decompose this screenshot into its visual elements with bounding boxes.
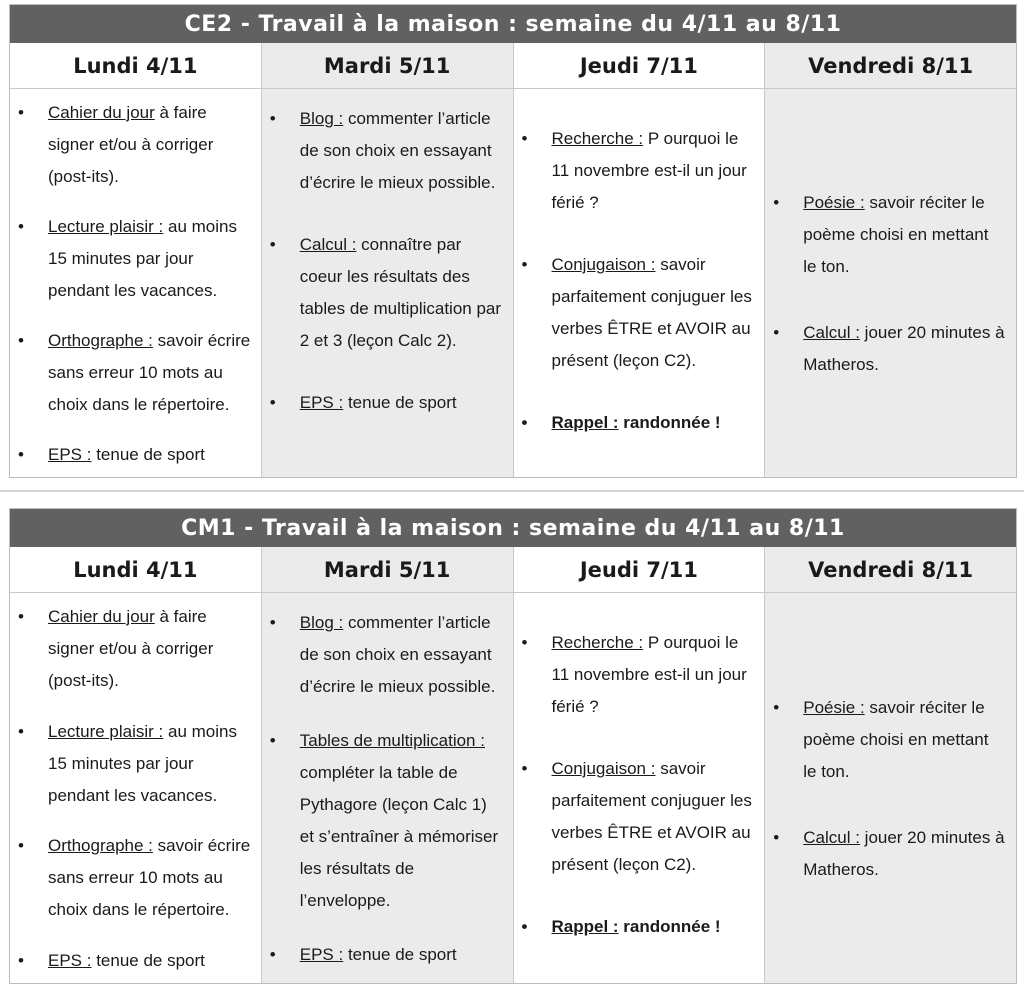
cm1-day-vendredi: Vendredi 8/11 — [765, 547, 1016, 593]
item-keyword: Recherche : — [551, 633, 644, 652]
list-item — [522, 753, 755, 881]
cm1-col-vendredi — [765, 547, 1016, 983]
bullet-icon: • — [269, 235, 276, 254]
bullet-icon: • — [521, 413, 528, 432]
cm1-homework-table — [9, 508, 1017, 984]
list-item — [522, 123, 755, 219]
bullet-icon: • — [521, 917, 528, 936]
list-item — [522, 627, 755, 723]
ce2-homework-table — [9, 4, 1017, 478]
cm1-col-mardi — [262, 547, 514, 983]
cm1-cell-lundi — [10, 593, 261, 983]
list-item — [773, 317, 1006, 381]
item-text: compléter la table de Pythagore (leçon Calc 1) et s’entraîner à mémoriser les résultats de l’enveloppe. — [299, 763, 499, 910]
item-text: tenue de sport — [91, 445, 205, 464]
ce2-day-vendredi: Vendredi 8/11 — [765, 43, 1016, 89]
section-divider — [0, 490, 1024, 492]
bullet-icon: • — [521, 129, 528, 148]
ce2-title: CE2 - Travail à la maison : semaine du 4/11 au 8/11 — [10, 5, 1016, 43]
item-keyword: Poésie : — [803, 698, 865, 717]
item-text: randonnée ! — [618, 413, 721, 432]
bullet-icon: • — [18, 445, 24, 464]
list-item — [522, 249, 755, 377]
bullet-icon: • — [269, 109, 276, 128]
item-text: savoir parfaitement conjuguer les verbes ÊTRE et AVOIR au présent (leçon C2). — [551, 759, 752, 874]
ce2-day-jeudi: Jeudi 7/11 — [514, 43, 765, 89]
ce2-day-lundi: Lundi 4/11 — [10, 43, 261, 89]
item-keyword: Lecture plaisir : — [48, 217, 164, 236]
bullet-icon: • — [18, 721, 24, 741]
ce2-week-grid — [10, 43, 1016, 477]
cm1-day-jeudi: Jeudi 7/11 — [514, 547, 765, 593]
list-item — [18, 97, 251, 193]
bullet-icon: • — [18, 331, 24, 350]
bullet-icon: • — [521, 255, 528, 274]
item-keyword: EPS : — [299, 393, 344, 412]
item-keyword: Calcul : — [803, 323, 860, 342]
cm1-col-jeudi — [514, 547, 766, 983]
item-keyword: Conjugaison : — [551, 255, 656, 274]
item-text: randonnée ! — [618, 917, 721, 936]
item-keyword: Rappel : — [551, 413, 619, 432]
item-text: commenter l’article de son choix en essayant d’écrire le mieux possible. — [299, 109, 496, 192]
list-item — [270, 387, 503, 419]
list-item — [773, 822, 1006, 886]
item-keyword: EPS : — [299, 945, 344, 964]
item-text: savoir écrire sans erreur 10 mots au choix dans le répertoire. — [48, 836, 251, 920]
item-keyword: Blog : — [299, 613, 344, 632]
item-keyword: Rappel : — [551, 917, 619, 936]
list-item — [18, 830, 251, 926]
bullet-icon: • — [18, 217, 24, 236]
bullet-icon: • — [521, 759, 528, 778]
item-keyword: Orthographe : — [48, 331, 153, 350]
bullet-icon: • — [269, 731, 276, 750]
bullet-icon: • — [269, 945, 276, 964]
bullet-icon: • — [18, 103, 24, 122]
list-item — [18, 945, 251, 977]
cm1-title: CM1 - Travail à la maison : semaine du 4/11 au 8/11 — [10, 509, 1016, 547]
list-item — [522, 911, 755, 943]
ce2-day-mardi: Mardi 5/11 — [262, 43, 513, 89]
bullet-icon: • — [18, 836, 24, 856]
cm1-cell-jeudi — [514, 593, 765, 983]
list-item — [773, 187, 1006, 283]
bullet-icon: • — [269, 613, 276, 632]
item-text: P ourquoi le 11 novembre est-il un jour férié ? — [551, 633, 747, 716]
bullet-icon: • — [773, 828, 780, 847]
list-item — [18, 439, 251, 471]
list-item — [18, 325, 251, 421]
list-item — [18, 716, 251, 812]
item-text: jouer 20 minutes à Matheros. — [803, 828, 1005, 879]
item-text: P ourquoi le 11 novembre est-il un jour férié ? — [551, 129, 747, 212]
item-text: connaître par coeur les résultats des tables de multiplication par 2 et 3 (leçon Calc 2). — [299, 235, 502, 350]
ce2-cell-jeudi — [514, 89, 765, 477]
cm1-cell-mardi — [262, 593, 513, 983]
bullet-icon: • — [18, 607, 24, 626]
item-keyword: Blog : — [299, 109, 344, 128]
bullet-icon: • — [773, 698, 780, 717]
bullet-icon: • — [773, 323, 780, 342]
list-item — [522, 407, 755, 439]
item-text: tenue de sport — [91, 950, 205, 970]
item-text: commenter l’article de son choix en essayant d’écrire le mieux possible. — [299, 613, 496, 696]
item-text: tenue de sport — [343, 945, 457, 964]
item-keyword: Recherche : — [551, 129, 644, 148]
item-keyword: Tables de multiplication : — [299, 731, 485, 750]
ce2-col-lundi — [10, 43, 262, 477]
list-item — [18, 211, 251, 307]
item-text: savoir parfaitement conjuguer les verbes ÊTRE et AVOIR au présent (leçon C2). — [551, 255, 752, 370]
bullet-icon: • — [521, 633, 528, 652]
item-text: savoir réciter le poème choisi en mettant le ton. — [803, 193, 989, 276]
ce2-cell-vendredi — [765, 89, 1016, 477]
bullet-icon: • — [269, 393, 276, 412]
item-keyword: Calcul : — [299, 235, 357, 254]
cm1-day-lundi: Lundi 4/11 — [10, 547, 261, 593]
cm1-day-mardi: Mardi 5/11 — [262, 547, 513, 593]
item-keyword: Conjugaison : — [551, 759, 656, 778]
ce2-cell-lundi — [10, 89, 261, 477]
item-keyword: Poésie : — [803, 193, 865, 212]
list-item — [270, 229, 503, 357]
item-keyword: EPS : — [48, 950, 92, 970]
list-item — [270, 725, 503, 917]
cm1-week-grid — [10, 547, 1016, 983]
item-text: au moins 15 minutes par jour pendant les vacances. — [48, 721, 237, 805]
cm1-cell-vendredi — [765, 593, 1016, 983]
cm1-col-lundi — [10, 547, 262, 983]
list-item — [773, 692, 1006, 788]
item-keyword: Calcul : — [803, 828, 860, 847]
item-text: au moins 15 minutes par jour pendant les vacances. — [48, 217, 237, 300]
item-text: jouer 20 minutes à Matheros. — [803, 323, 1005, 374]
bullet-icon: • — [773, 193, 780, 212]
item-keyword: EPS : — [48, 445, 92, 464]
item-text: tenue de sport — [343, 393, 457, 412]
list-item — [270, 607, 503, 703]
item-keyword: Cahier du jour — [48, 103, 155, 122]
list-item — [270, 103, 503, 199]
item-text: savoir réciter le poème choisi en mettant le ton. — [803, 698, 989, 781]
ce2-cell-mardi — [262, 89, 513, 477]
item-keyword: Orthographe : — [48, 836, 153, 856]
list-item — [18, 601, 251, 697]
item-text: savoir écrire sans erreur 10 mots au choix dans le répertoire. — [48, 331, 251, 414]
item-keyword: Lecture plaisir : — [48, 721, 164, 741]
item-text: à faire signer et/ou à corriger (post-its). — [48, 103, 214, 186]
ce2-col-jeudi — [514, 43, 766, 477]
ce2-col-mardi — [262, 43, 514, 477]
item-text: à faire signer et/ou à corriger (post-its). — [48, 607, 214, 690]
bullet-icon: • — [18, 950, 24, 970]
item-keyword: Cahier du jour — [48, 607, 155, 626]
ce2-col-vendredi — [765, 43, 1016, 477]
list-item — [270, 939, 503, 971]
